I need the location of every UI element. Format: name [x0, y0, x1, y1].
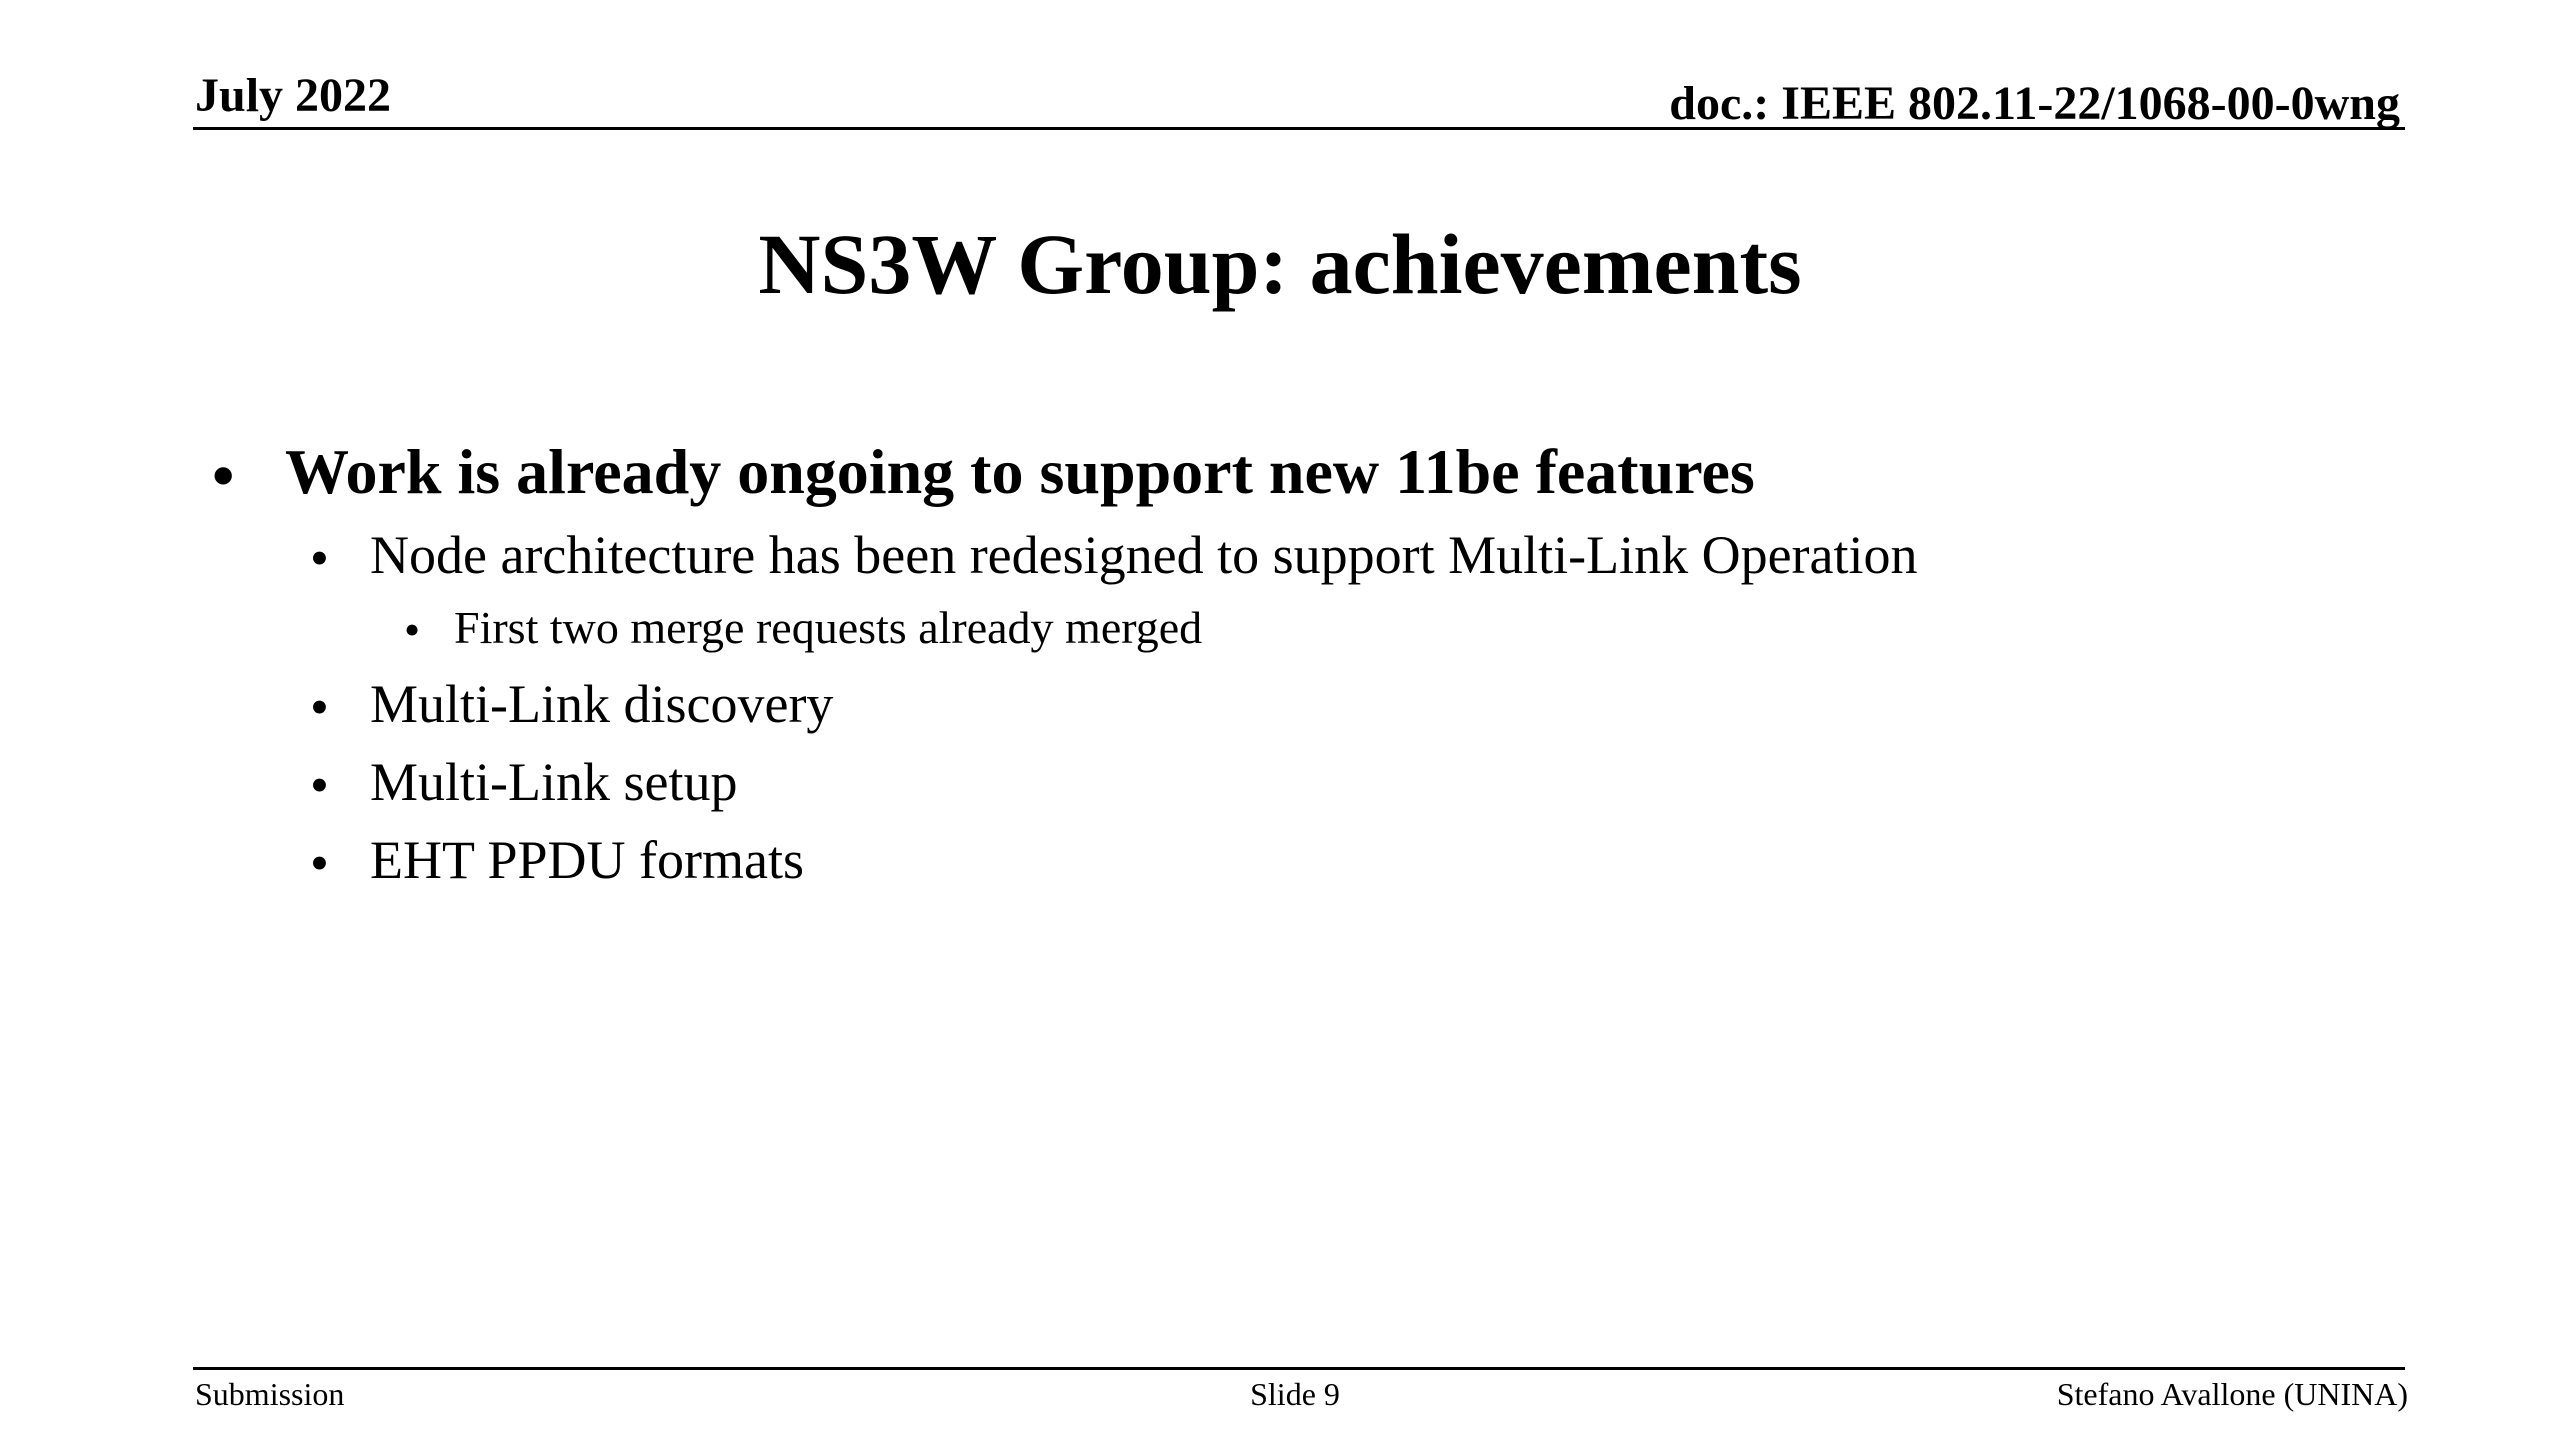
- slide-title: NS3W Group: achievements: [758, 216, 1802, 312]
- bullet-icon: •: [310, 677, 329, 737]
- bullet-item-level2: Node architecture has been redesigned to support Multi-Link Operation: [370, 525, 1918, 585]
- footer-submission: Submission: [195, 1376, 345, 1412]
- bullet-icon: •: [404, 604, 421, 655]
- bullet-item-level2: Multi-Link discovery: [370, 674, 834, 734]
- bullet-item-level2: Multi-Link setup: [370, 752, 738, 812]
- footer-divider: [193, 1367, 2405, 1370]
- header-doc-id: doc.: IEEE 802.11-22/1068-00-0wng: [1669, 77, 2400, 130]
- bullet-icon: •: [212, 440, 235, 511]
- header-date: July 2022: [195, 69, 392, 122]
- bullet-item-level1: Work is already ongoing to support new 11be features: [285, 436, 1755, 507]
- bullet-icon: •: [310, 833, 329, 893]
- bullet-icon: •: [310, 755, 329, 815]
- bullet-icon: •: [310, 528, 329, 588]
- footer-slide-number: Slide 9: [1250, 1376, 1340, 1412]
- footer-author: Stefano Avallone (UNINA): [2056, 1376, 2408, 1412]
- bullet-item-level3: First two merge requests already merged: [454, 602, 1203, 653]
- bullet-item-level2: EHT PPDU formats: [370, 830, 805, 890]
